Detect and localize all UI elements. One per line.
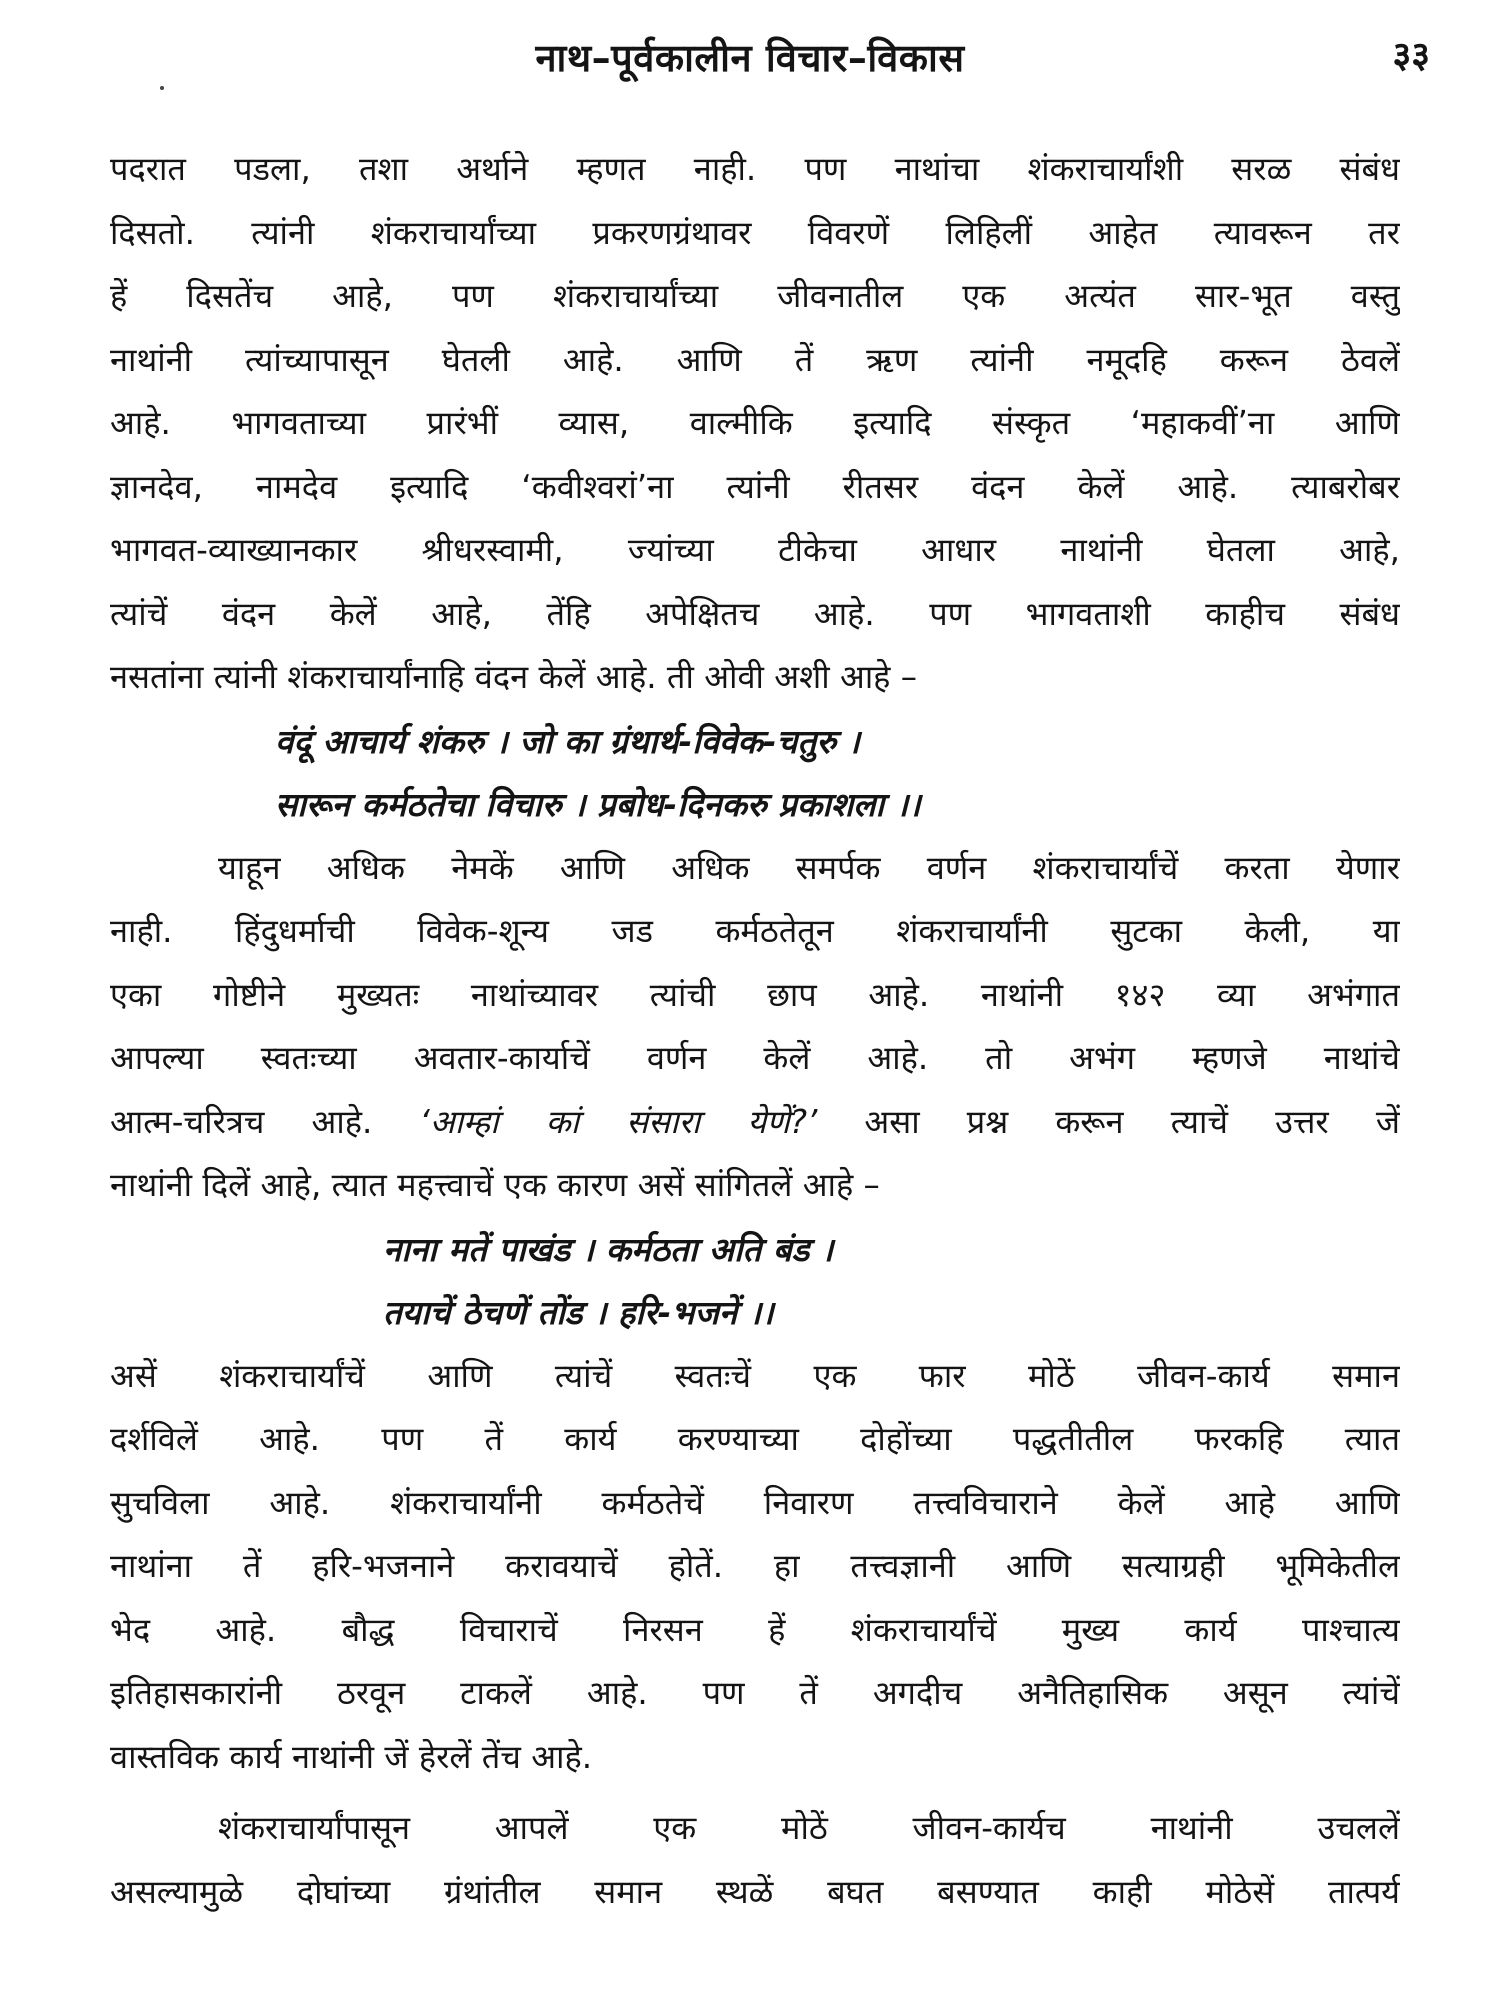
page-number: ३३ <box>1392 35 1430 76</box>
text-fragment: असा प्रश्न करून त्याचें उत्तर जें <box>864 1102 1400 1141</box>
verse-line: नाना मतें पाखंड । कर्मठता अति बंड । <box>383 1229 834 1269</box>
running-title: नाथ–पूर्वकालीन विचार–विकास <box>535 36 965 80</box>
text-line: हें दिसतेंच आहे, पण शंकराचार्यांच्या जीवनातील एक अत्यंत सार-भूत वस्तु <box>110 277 1400 315</box>
verse-line: तयाचें ठेचणें तोंड । हरि-भजनें ।। <box>383 1293 774 1332</box>
text-line: नाही. हिंदुधर्माची विवेक-शून्य जड कर्मठतेतून शंकराचार्यांनी सुटका केली, या <box>110 912 1400 950</box>
text-line: दर्शविलें आहे. पण तें कार्य करण्याच्या दोहोंच्या पद्धतीतील फरकहि त्यात <box>110 1420 1400 1458</box>
text-line: भेद आहे. बौद्ध विचाराचें निरसन हें शंकराचार्यांचें मुख्य कार्य पाश्चात्य <box>110 1610 1400 1649</box>
inline-quote: ‘आम्हां कां संसारा येणें?’ <box>419 1102 818 1141</box>
text-line: ज्ञानदेव, नामदेव इत्यादि ‘कवीश्वरां’ना त्यांनी रीतसर वंदन केलें आहे. त्याबरोबर <box>110 467 1400 506</box>
text-line: असल्यामुळे दोघांच्या ग्रंथांतील समान स्थळें बघत बसण्यात काही मोठेसें तात्पर्य <box>110 1872 1400 1911</box>
text-line: सुचविला आहे. शंकराचार्यांनी कर्मठतेचें निवारण तत्त्वविचाराने केलें आहे आणि <box>110 1483 1400 1522</box>
text-line: भागवत-व्याख्यानकार श्रीधरस्वामी, ज्यांच्या टीकेचा आधार नाथांनी घेतला आहे, <box>110 531 1400 569</box>
text-line-with-quote <box>110 1091 1400 1155</box>
text-line: नाथांनी दिलें आहे, त्यात महत्त्वाचें एक कारण असें सांगितलें आहे – <box>110 1166 880 1204</box>
body-text <box>110 138 1400 1924</box>
verse-line: सारून कर्मठतेचा विचारु । प्रबोध-दिनकरु प्रकाशला ।। <box>275 785 921 824</box>
text-line: आपल्या स्वतःच्या अवतार-कार्याचें वर्णन केलें आहे. तो अभंग म्हणजे नाथांचे <box>110 1039 1400 1077</box>
verse-line: वंदूं आचार्य शंकरु । जो का ग्रंथार्थ-विवेक-चतुरु । <box>275 721 860 761</box>
text-line: नाथांनी त्यांच्यापासून घेतली आहे. आणि तें ऋण त्यांनी नमूदहि करून ठेवलें <box>110 340 1400 379</box>
text-line: याहून अधिक नेमकें आणि अधिक समर्पक वर्णन शंकराचार्यांचें करता येणार <box>218 848 1400 887</box>
text-line: एका गोष्टीने मुख्यतः नाथांच्यावर त्यांची छाप आहे. नाथांनी १४२ व्या अभंगात <box>110 975 1400 1014</box>
text-line: नसतांना त्यांनी शंकराचार्यांनाहि वंदन केलें आहे. ती ओवी अशी आहे – <box>110 658 917 696</box>
text-line: असें शंकराचार्यांचें आणि त्यांचें स्वतःचें एक फार मोठें जीवन-कार्य समान <box>110 1356 1400 1395</box>
paragraph-gap <box>110 1789 1400 1797</box>
text-line: त्यांचें वंदन केलें आहे, तेंहि अपेक्षितच आहे. पण भागवताशी काहीच संबंध <box>110 594 1400 633</box>
text-line: नाथांना तें हरि-भजनाने करावयाचें होतें. हा तत्त्वज्ञानी आणि सत्याग्रही भूमिकेतील <box>110 1547 1400 1585</box>
text-line: पदरात पडला, तशा अर्थाने म्हणत नाही. पण नाथांचा शंकराचार्यांशी सरळ संबंध <box>110 150 1400 188</box>
text-line: दिसतो. त्यांनी शंकराचार्यांच्या प्रकरणग्रंथावर विवरणें लिहिलीं आहेत त्यावरून तर <box>110 213 1400 252</box>
text-line: शंकराचार्यांपासून आपलें एक मोठें जीवन-कार्यच नाथांनी उचललें <box>218 1809 1400 1847</box>
text-line: आहे. भागवताच्या प्रारंभीं व्यास, वाल्मीकि इत्यादि संस्कृत ‘महाकवीं’ना आणि <box>110 404 1400 442</box>
print-speck <box>160 86 164 90</box>
text-line: वास्तविक कार्य नाथांनी जें हेरलें तेंच आहे. <box>110 1737 593 1776</box>
text-fragment: आत्म-चरित्रच आहे. <box>110 1102 373 1141</box>
text-line: इतिहासकारांनी ठरवून टाकलें आहे. पण तें अगदीच अनैतिहासिक असून त्यांचें <box>110 1674 1400 1712</box>
